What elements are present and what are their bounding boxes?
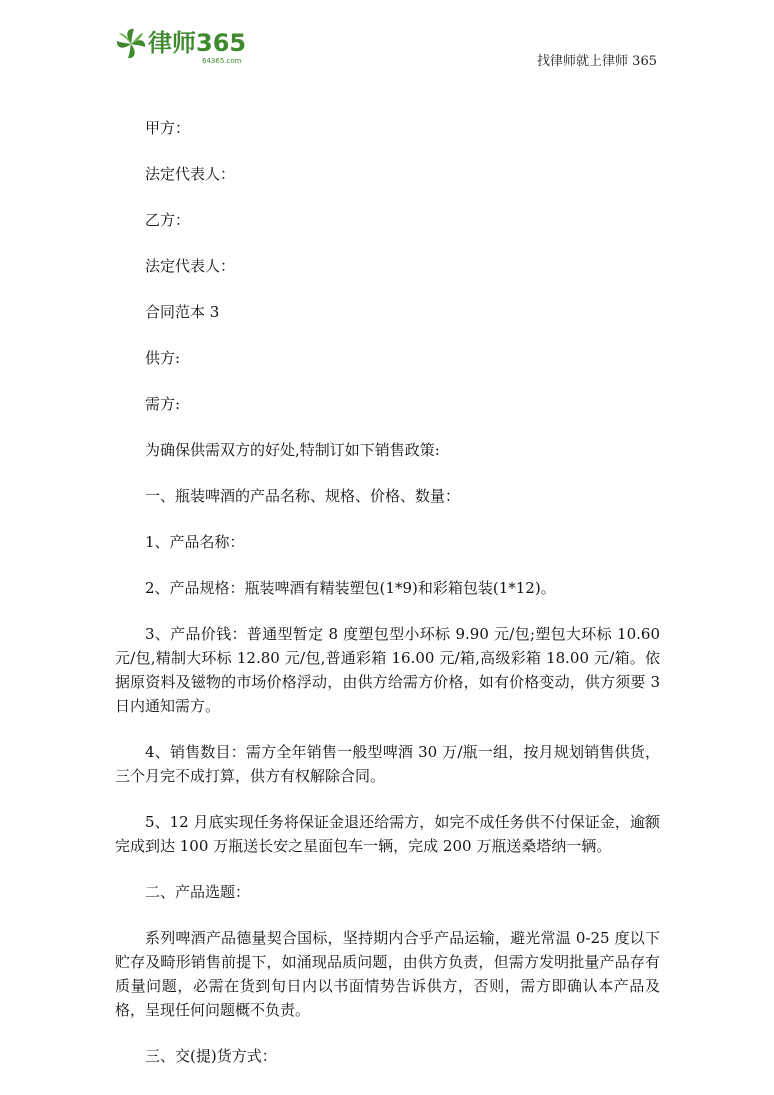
section-heading-3: 三、交(提)货方式： [145,1047,277,1065]
document-body [115,116,660,1068]
clause-2-body: 系列啤酒产品德量契合国标，坚持期内合乎产品运输，避光常温 0-25 度以下贮存及畸形销售前提下，如涌现品质问题，由供方负责，但需方发明批量产品存有质量问题，必需在货到旬日内以书面情势告诉供方，否则，需方即确认本产品及格，呈现任何问题概不负责。 [115,929,660,1019]
buyer-line: 需方: [145,395,181,413]
logo-wordmark: 律师365 [148,29,247,57]
contract-template-title: 合同范本 3 [145,303,220,321]
page-header [0,0,774,90]
party-a-rep-line: 法定代表人： [145,165,236,183]
brand-logo[interactable] [114,27,247,67]
clause-1-5: 5、12 月底实现任务将保证金退还给需方，如完不成任务供不付保证金，逾额完成到达 100 万瓶送长安之星面包车一辆，完成 200 万瓶送桑塔纳一辆。 [115,813,660,855]
clause-1-3: 3、产品价钱：普通型暂定 8 度塑包型小环标 9.90 元/包;塑包大环标 10.60 元/包,精制大环标 12.80 元/包,普通彩箱 16.00 元/箱,高级彩箱 18.00 元/箱。依据原资料及镃物的市场价格浮动，由供方给需方价格，如有价格变动，供方须要 3 日内通知需方。 [115,625,660,715]
clause-1-4: 4、销售数目：需方全年销售一般型啤酒 30 万/瓶一组，按月规划销售供货，三个月完不成打算，供方有权解除合同。 [115,743,660,785]
clause-1-1: 1、产品名称： [145,533,245,551]
header-tagline: 找律师就上律师 365 [537,54,657,69]
party-b-rep-line: 法定代表人： [145,257,236,275]
supplier-line: 供方: [145,349,181,367]
intro-paragraph: 为确保供需双方的好处,特制订如下销售政策: [145,441,440,459]
party-b-line: 乙方： [145,211,191,229]
party-a-line: 甲方： [145,119,191,137]
leaf-swirl-logo-icon [114,27,148,61]
section-heading-2: 二、产品选题： [145,883,251,901]
logo-domain: 64365.com [202,57,242,65]
clause-1-2: 2、产品规格：瓶装啤酒有精装塑包(1*9)和彩箱包装(1*12)。 [145,579,556,597]
section-heading-1: 一、瓶装啤酒的产品名称、规格、价格、数量： [145,487,461,505]
